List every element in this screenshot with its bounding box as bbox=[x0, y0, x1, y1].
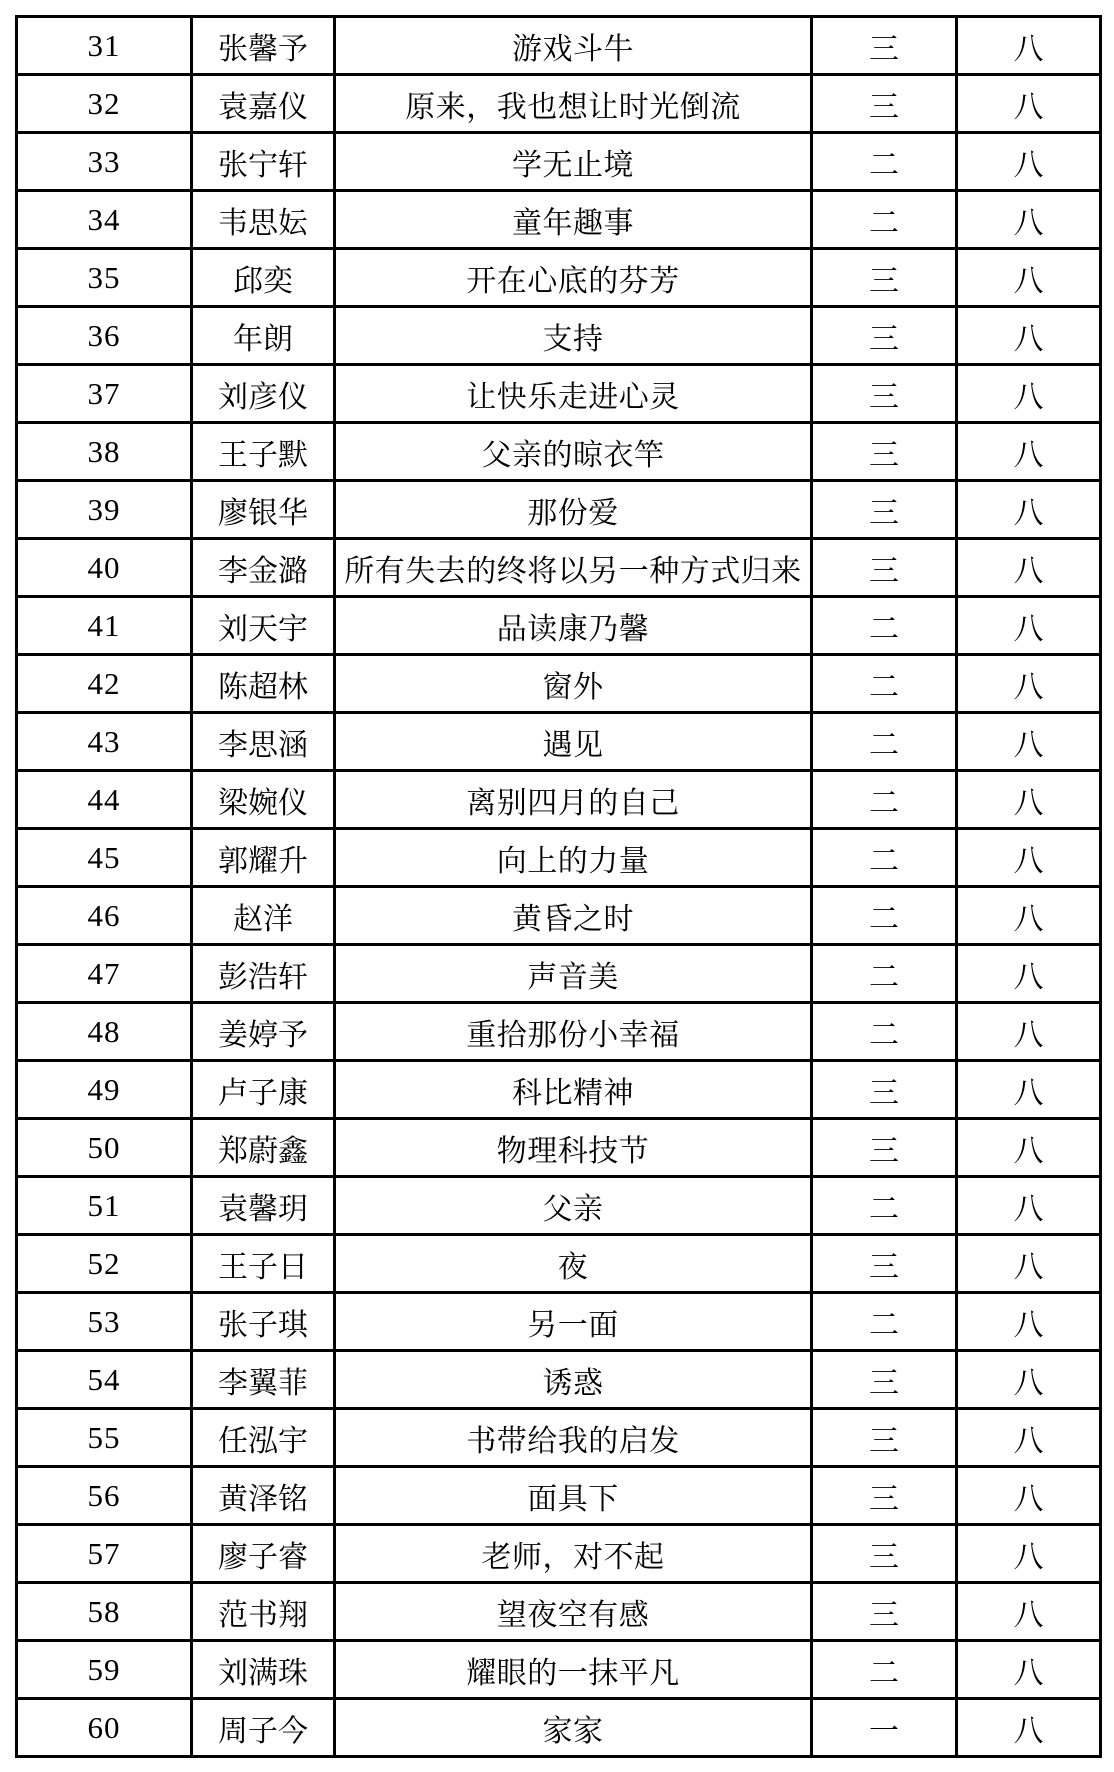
grade-level-cell: 八 bbox=[957, 1061, 1101, 1119]
grade-level-cell: 八 bbox=[957, 191, 1101, 249]
award-rank-cell: 二 bbox=[812, 887, 957, 945]
essay-title-cell: 重拾那份小幸福 bbox=[335, 1003, 812, 1061]
award-rank-cell: 三 bbox=[812, 1061, 957, 1119]
student-name-cell: 卢子康 bbox=[192, 1061, 335, 1119]
row-number-cell: 38 bbox=[17, 423, 192, 481]
award-rank-cell: 三 bbox=[812, 1409, 957, 1467]
student-name-cell: 邱奕 bbox=[192, 249, 335, 307]
table-row bbox=[17, 713, 1101, 771]
award-rank-cell: 二 bbox=[812, 191, 957, 249]
student-name-cell: 刘满珠 bbox=[192, 1641, 335, 1699]
student-name-cell: 廖子睿 bbox=[192, 1525, 335, 1583]
award-rank-cell: 二 bbox=[812, 1293, 957, 1351]
student-name-cell: 陈超林 bbox=[192, 655, 335, 713]
essay-title-cell: 家家 bbox=[335, 1699, 812, 1757]
table-row bbox=[17, 1583, 1101, 1641]
grade-level-cell: 八 bbox=[957, 423, 1101, 481]
awards-table bbox=[15, 15, 1102, 1758]
row-number-cell: 48 bbox=[17, 1003, 192, 1061]
essay-title-cell: 声音美 bbox=[335, 945, 812, 1003]
row-number-cell: 59 bbox=[17, 1641, 192, 1699]
grade-level-cell: 八 bbox=[957, 1699, 1101, 1757]
essay-title-cell: 书带给我的启发 bbox=[335, 1409, 812, 1467]
table-row bbox=[17, 1409, 1101, 1467]
table-row bbox=[17, 1525, 1101, 1583]
table-row bbox=[17, 191, 1101, 249]
student-name-cell: 梁婉仪 bbox=[192, 771, 335, 829]
essay-title-cell: 窗外 bbox=[335, 655, 812, 713]
essay-title-cell: 遇见 bbox=[335, 713, 812, 771]
award-rank-cell: 二 bbox=[812, 1177, 957, 1235]
essay-title-cell: 望夜空有感 bbox=[335, 1583, 812, 1641]
essay-title-cell: 老师，对不起 bbox=[335, 1525, 812, 1583]
row-number-cell: 56 bbox=[17, 1467, 192, 1525]
essay-title-cell: 科比精神 bbox=[335, 1061, 812, 1119]
row-number-cell: 33 bbox=[17, 133, 192, 191]
student-name-cell: 张宁轩 bbox=[192, 133, 335, 191]
row-number-cell: 49 bbox=[17, 1061, 192, 1119]
row-number-cell: 51 bbox=[17, 1177, 192, 1235]
grade-level-cell: 八 bbox=[957, 1583, 1101, 1641]
award-rank-cell: 三 bbox=[812, 365, 957, 423]
row-number-cell: 54 bbox=[17, 1351, 192, 1409]
table-row bbox=[17, 1467, 1101, 1525]
table-row bbox=[17, 771, 1101, 829]
row-number-cell: 42 bbox=[17, 655, 192, 713]
table-row bbox=[17, 75, 1101, 133]
award-rank-cell: 三 bbox=[812, 1351, 957, 1409]
student-name-cell: 郑蔚鑫 bbox=[192, 1119, 335, 1177]
essay-title-cell: 另一面 bbox=[335, 1293, 812, 1351]
essay-title-cell: 品读康乃馨 bbox=[335, 597, 812, 655]
table-row bbox=[17, 597, 1101, 655]
grade-level-cell: 八 bbox=[957, 17, 1101, 75]
table-row bbox=[17, 539, 1101, 597]
table-row bbox=[17, 307, 1101, 365]
grade-level-cell: 八 bbox=[957, 539, 1101, 597]
table-row bbox=[17, 17, 1101, 75]
student-name-cell: 赵洋 bbox=[192, 887, 335, 945]
grade-level-cell: 八 bbox=[957, 1119, 1101, 1177]
student-name-cell: 李思涵 bbox=[192, 713, 335, 771]
table-row bbox=[17, 1641, 1101, 1699]
award-rank-cell: 二 bbox=[812, 1641, 957, 1699]
grade-level-cell: 八 bbox=[957, 1409, 1101, 1467]
table-row bbox=[17, 1003, 1101, 1061]
row-number-cell: 53 bbox=[17, 1293, 192, 1351]
award-rank-cell: 三 bbox=[812, 307, 957, 365]
award-rank-cell: 二 bbox=[812, 771, 957, 829]
grade-level-cell: 八 bbox=[957, 481, 1101, 539]
student-name-cell: 廖银华 bbox=[192, 481, 335, 539]
grade-level-cell: 八 bbox=[957, 249, 1101, 307]
table-row bbox=[17, 1699, 1101, 1757]
row-number-cell: 58 bbox=[17, 1583, 192, 1641]
award-rank-cell: 三 bbox=[812, 1235, 957, 1293]
row-number-cell: 60 bbox=[17, 1699, 192, 1757]
row-number-cell: 40 bbox=[17, 539, 192, 597]
award-rank-cell: 三 bbox=[812, 1583, 957, 1641]
essay-title-cell: 开在心底的芬芳 bbox=[335, 249, 812, 307]
grade-level-cell: 八 bbox=[957, 1235, 1101, 1293]
grade-level-cell: 八 bbox=[957, 1525, 1101, 1583]
table-row bbox=[17, 1293, 1101, 1351]
award-rank-cell: 二 bbox=[812, 713, 957, 771]
essay-title-cell: 父亲 bbox=[335, 1177, 812, 1235]
table-row bbox=[17, 365, 1101, 423]
table-row bbox=[17, 945, 1101, 1003]
table-row bbox=[17, 887, 1101, 945]
row-number-cell: 39 bbox=[17, 481, 192, 539]
table-row bbox=[17, 481, 1101, 539]
row-number-cell: 52 bbox=[17, 1235, 192, 1293]
row-number-cell: 36 bbox=[17, 307, 192, 365]
grade-level-cell: 八 bbox=[957, 365, 1101, 423]
student-name-cell: 姜婷予 bbox=[192, 1003, 335, 1061]
row-number-cell: 34 bbox=[17, 191, 192, 249]
table-row bbox=[17, 249, 1101, 307]
student-name-cell: 年朗 bbox=[192, 307, 335, 365]
student-name-cell: 周子今 bbox=[192, 1699, 335, 1757]
table-row bbox=[17, 655, 1101, 713]
essay-title-cell: 学无止境 bbox=[335, 133, 812, 191]
essay-title-cell: 原来，我也想让时光倒流 bbox=[335, 75, 812, 133]
document-page bbox=[15, 15, 1099, 1758]
row-number-cell: 46 bbox=[17, 887, 192, 945]
row-number-cell: 45 bbox=[17, 829, 192, 887]
student-name-cell: 黄泽铭 bbox=[192, 1467, 335, 1525]
row-number-cell: 55 bbox=[17, 1409, 192, 1467]
grade-level-cell: 八 bbox=[957, 771, 1101, 829]
award-rank-cell: 二 bbox=[812, 1003, 957, 1061]
grade-level-cell: 八 bbox=[957, 1351, 1101, 1409]
essay-title-cell: 离别四月的自己 bbox=[335, 771, 812, 829]
essay-title-cell: 让快乐走进心灵 bbox=[335, 365, 812, 423]
essay-title-cell: 游戏斗牛 bbox=[335, 17, 812, 75]
grade-level-cell: 八 bbox=[957, 307, 1101, 365]
award-rank-cell: 三 bbox=[812, 1525, 957, 1583]
essay-title-cell: 父亲的晾衣竿 bbox=[335, 423, 812, 481]
table-row bbox=[17, 1235, 1101, 1293]
table-row bbox=[17, 1177, 1101, 1235]
essay-title-cell: 支持 bbox=[335, 307, 812, 365]
student-name-cell: 张馨予 bbox=[192, 17, 335, 75]
student-name-cell: 范书翔 bbox=[192, 1583, 335, 1641]
award-rank-cell: 三 bbox=[812, 1119, 957, 1177]
row-number-cell: 57 bbox=[17, 1525, 192, 1583]
row-number-cell: 31 bbox=[17, 17, 192, 75]
student-name-cell: 张子琪 bbox=[192, 1293, 335, 1351]
student-name-cell: 刘天宇 bbox=[192, 597, 335, 655]
row-number-cell: 35 bbox=[17, 249, 192, 307]
grade-level-cell: 八 bbox=[957, 829, 1101, 887]
award-rank-cell: 二 bbox=[812, 133, 957, 191]
grade-level-cell: 八 bbox=[957, 75, 1101, 133]
grade-level-cell: 八 bbox=[957, 597, 1101, 655]
essay-title-cell: 面具下 bbox=[335, 1467, 812, 1525]
award-rank-cell: 三 bbox=[812, 539, 957, 597]
award-rank-cell: 三 bbox=[812, 17, 957, 75]
student-name-cell: 任泓宇 bbox=[192, 1409, 335, 1467]
student-name-cell: 韦思妘 bbox=[192, 191, 335, 249]
award-rank-cell: 三 bbox=[812, 1467, 957, 1525]
award-rank-cell: 二 bbox=[812, 655, 957, 713]
essay-title-cell: 耀眼的一抹平凡 bbox=[335, 1641, 812, 1699]
table-row bbox=[17, 1061, 1101, 1119]
award-rank-cell: 三 bbox=[812, 249, 957, 307]
grade-level-cell: 八 bbox=[957, 1177, 1101, 1235]
student-name-cell: 李金潞 bbox=[192, 539, 335, 597]
grade-level-cell: 八 bbox=[957, 887, 1101, 945]
award-rank-cell: 三 bbox=[812, 75, 957, 133]
grade-level-cell: 八 bbox=[957, 133, 1101, 191]
student-name-cell: 袁馨玥 bbox=[192, 1177, 335, 1235]
table-body bbox=[17, 17, 1101, 1757]
grade-level-cell: 八 bbox=[957, 1003, 1101, 1061]
essay-title-cell: 那份爱 bbox=[335, 481, 812, 539]
essay-title-cell: 物理科技节 bbox=[335, 1119, 812, 1177]
award-rank-cell: 二 bbox=[812, 597, 957, 655]
essay-title-cell: 童年趣事 bbox=[335, 191, 812, 249]
grade-level-cell: 八 bbox=[957, 945, 1101, 1003]
student-name-cell: 李翼菲 bbox=[192, 1351, 335, 1409]
row-number-cell: 43 bbox=[17, 713, 192, 771]
row-number-cell: 44 bbox=[17, 771, 192, 829]
student-name-cell: 袁嘉仪 bbox=[192, 75, 335, 133]
student-name-cell: 郭耀升 bbox=[192, 829, 335, 887]
table-row bbox=[17, 1351, 1101, 1409]
essay-title-cell: 黄昏之时 bbox=[335, 887, 812, 945]
table-row bbox=[17, 1119, 1101, 1177]
grade-level-cell: 八 bbox=[957, 1467, 1101, 1525]
grade-level-cell: 八 bbox=[957, 713, 1101, 771]
award-rank-cell: 二 bbox=[812, 945, 957, 1003]
grade-level-cell: 八 bbox=[957, 1641, 1101, 1699]
essay-title-cell: 向上的力量 bbox=[335, 829, 812, 887]
table-row bbox=[17, 829, 1101, 887]
student-name-cell: 彭浩轩 bbox=[192, 945, 335, 1003]
essay-title-cell: 夜 bbox=[335, 1235, 812, 1293]
grade-level-cell: 八 bbox=[957, 1293, 1101, 1351]
student-name-cell: 刘彦仪 bbox=[192, 365, 335, 423]
essay-title-cell: 所有失去的终将以另一种方式归来 bbox=[335, 539, 812, 597]
student-name-cell: 王子日 bbox=[192, 1235, 335, 1293]
table-row bbox=[17, 133, 1101, 191]
award-rank-cell: 二 bbox=[812, 829, 957, 887]
row-number-cell: 47 bbox=[17, 945, 192, 1003]
row-number-cell: 41 bbox=[17, 597, 192, 655]
student-name-cell: 王子默 bbox=[192, 423, 335, 481]
grade-level-cell: 八 bbox=[957, 655, 1101, 713]
award-rank-cell: 一 bbox=[812, 1699, 957, 1757]
row-number-cell: 50 bbox=[17, 1119, 192, 1177]
essay-title-cell: 诱惑 bbox=[335, 1351, 812, 1409]
award-rank-cell: 三 bbox=[812, 481, 957, 539]
row-number-cell: 37 bbox=[17, 365, 192, 423]
row-number-cell: 32 bbox=[17, 75, 192, 133]
table-row bbox=[17, 423, 1101, 481]
award-rank-cell: 三 bbox=[812, 423, 957, 481]
